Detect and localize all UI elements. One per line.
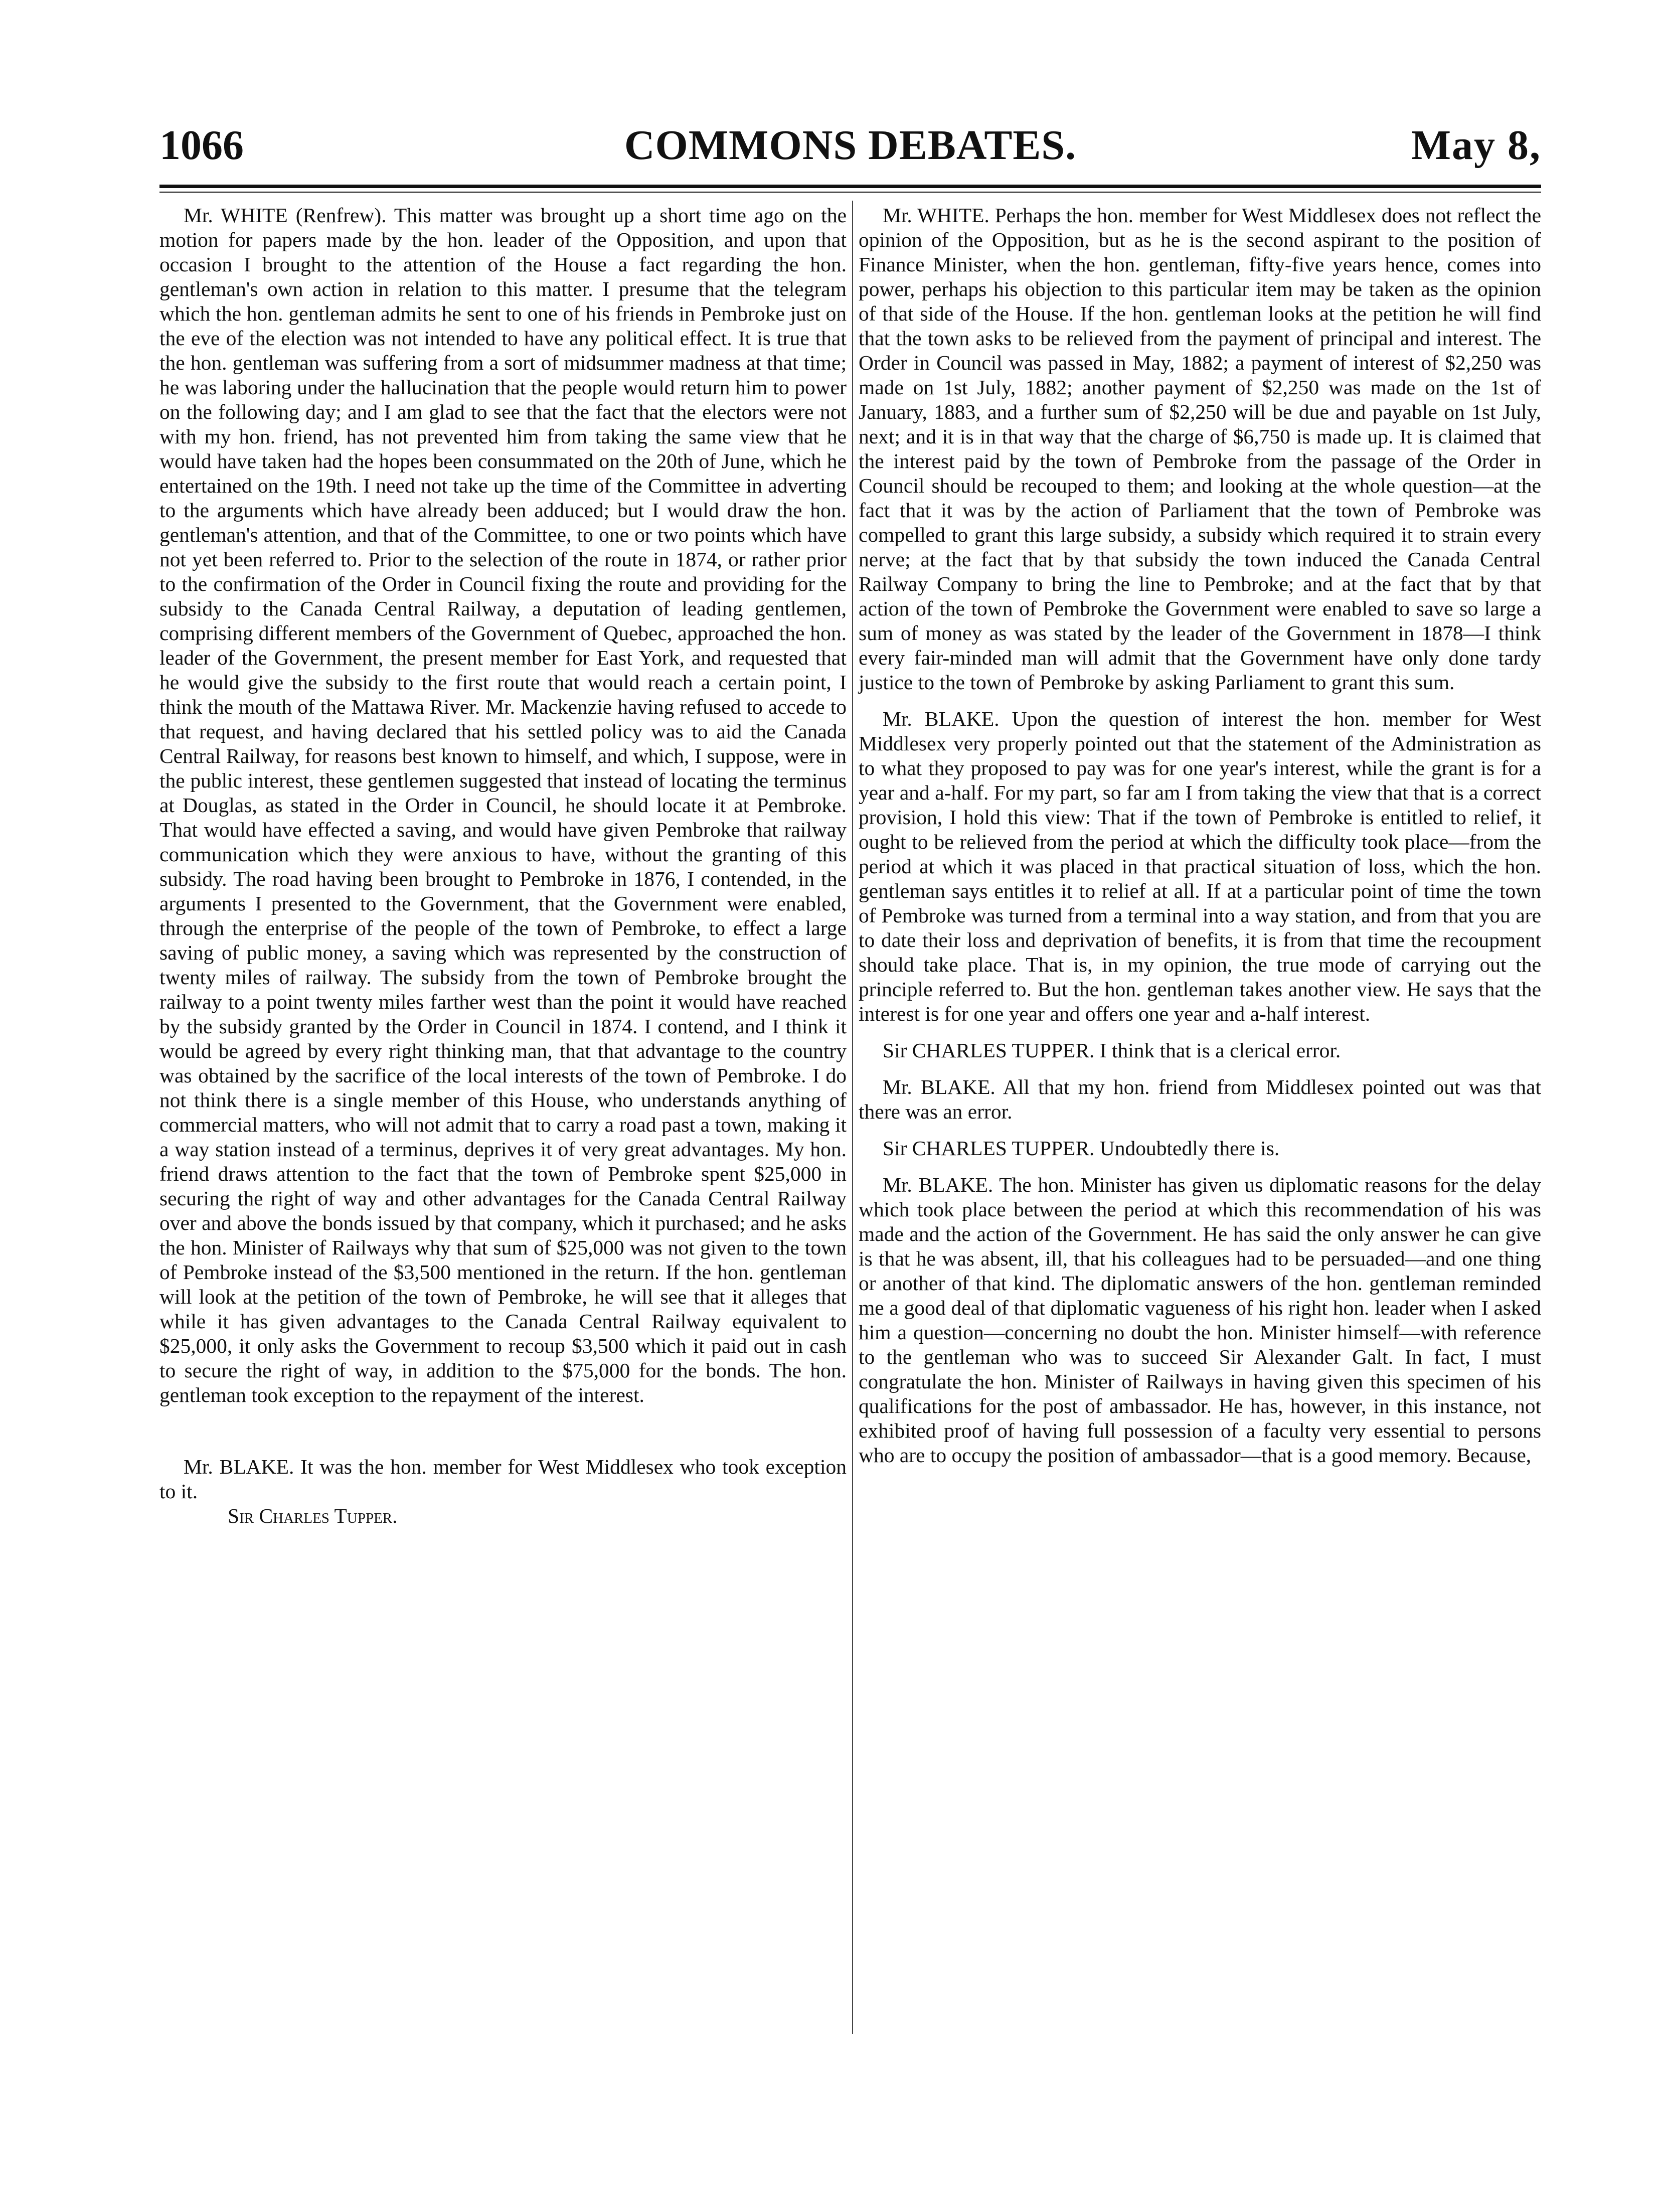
- column-divider: [852, 201, 853, 2034]
- paragraph-tupper-clerical: Sir CHARLES TUPPER. I think that is a clerical error.: [883, 1039, 1341, 1062]
- paragraph-tupper-undoubtedly: Sir CHARLES TUPPER. Undoubtedly there is.: [883, 1137, 1280, 1160]
- paragraph-blake-exception: Mr. BLAKE. It was the hon. member for West Middlesex who took exception to it.: [159, 1455, 847, 1503]
- page-number: 1066: [159, 122, 244, 169]
- paragraph-blake-diplomatic: Mr. BLAKE. The hon. Minister has given us diplomatic reasons for the delay which took place between the period at which this recommendation of his was made and the action of the Government. He has said the only answer he can give is that he was absent, ill, that his colleagues had to be persuaded—and one thing or another of that kind. The diplomatic answers of the hon. gentleman reminded me a good deal of that diplomatic vagueness of his right hon. leader when I asked him a question—concerning no doubt the hon. Minister himself—with reference to the gentleman who was to succeed Sir Alexander Galt. In fact, I must congratulate the hon. Minister of Railways in having given this specimen of his qualifications for the post of ambassador. He has, however, in this instance, not exhibited proof of having full possession of a faculty very essential to persons who are to occupy the position of ambassador—that is a good memory. Because,: [859, 1173, 1541, 1467]
- paragraph-blake-error: Mr. BLAKE. All that my hon. friend from Middlesex pointed out was that there was an error.: [859, 1075, 1541, 1123]
- paragraph-white-renfrew: Mr. WHITE (Renfrew). This matter was brought up a short time ago on the motion for papers made by the hon. leader of the Opposition, and upon that occasion I brought to the attention of the House a fact regarding the hon. gentleman's own action in relation to this matter. I presume that the telegram which the hon. gentleman admits he sent to one of his friends in Pembroke just on the eve of the election was not intended to have any political effect. It is true that the hon. gentleman was suffering from a sort of midsummer madness at that time; he was laboring under the hallucination that the people would return him to power on the following day; and I am glad to see that the fact that the electors were not with my hon. friend, has not prevented him from taking the same view that he would have taken had the hopes been consummated on the 20th of June, which he entertained on the 19th. I need not take up the time of the Committee in adverting to the arguments which have already been adduced; but I would draw the hon. gentleman's attention, and that of the Committee, to one or two points which have not yet been referred to. Prior to the selection of the route in 1874, or rather prior to the confirmation of the Order in Council fixing the route and providing for the subsidy to the Canada Central Railway, a deputation of leading gentlemen, comprising different members of the Government of Quebec, approached the hon. leader of the Government, the present member for East York, and requested that he would give the subsidy to the first route that would reach a certain point, I think the mouth of the Mattawa River. Mr. Mackenzie having refused to accede to that request, and having declared that his settled policy was to aid the Canada Central Railway, for reasons best known to himself, and which, I suppose, were in the public interest, these gentlemen suggested that instead of locating the terminus at Douglas, as stated in the Order in Council, he should locate it at Pembroke. That would have effected a saving, and would have given Pembroke that railway communication which they were anxious to have, without the granting of this subsidy. The road having been brought to Pembroke in 1876, I contended, in the arguments I presented to the Government, that the Government were enabled, through the enterprise of the people of the town of Pembroke, to effect a large saving of public money, a saving which was represented by the construction of twenty miles of railway. The subsidy from the town of Pembroke brought the railway to a point twenty miles farther west than the point it would have reached by the subsidy granted by the Order in Council in 1874. I contend, and I think it would be agreed by every right thinking man, that that advantage to the country was obtained by the sacrifice of the local interests of the town of Pembroke. I do not think there is a single member of this House, who understands anything of commercial matters, who will not admit that to carry a road past a town, making it a way station instead of a terminus, deprives it of very great advantages. My hon. friend draws attention to the fact that the town of Pembroke spent $25,000 in securing the right of way and other advantages for the Canada Central Railway over and above the bonds issued by that company, which it purchased; and he asks the hon. Minister of Railways why that sum of $25,000 was not given to the town of Pembroke instead of the $3,500 mentioned in the return. If the hon. gentleman will look at the petition of the town of Pembroke, he will see that it alleges that while it has given advantages to the Canada Central Railway equivalent to $25,000, it only asks the Government to recoup $3,500 which it paid out in cash to secure the right of way, in addition to the $75,000 for the bonds. The hon. gentleman took exception to the repayment of the interest.: [159, 204, 847, 1406]
- speaker-attribution: Sir Charles Tupper.: [228, 1504, 398, 1527]
- page-date: May 8,: [1411, 122, 1541, 169]
- right-column: [859, 203, 1541, 1480]
- publication-title: COMMONS DEBATES.: [624, 122, 1077, 169]
- header-rule-thin: [159, 192, 1541, 193]
- left-column: [159, 203, 847, 1540]
- paragraph-blake-interest: Mr. BLAKE. Upon the question of interest the hon. member for West Middlesex very properly pointed out that the statement of the Administration as to what they proposed to pay was for one year's interest, while the grant is for a year and a-half. For my part, so far am I from taking the view that that is a correct provision, I hold this view: That if the town of Pembroke is entitled to relief, it ought to be relieved from the period at which the difficulty took place—from the period at which it was placed in that practical situation of loss, which the hon. gentleman says entitles it to relief at all. If at a particular point of time the town of Pembroke was turned from a terminal into a way station, and from that you are to date their loss and deprivation of benefits, it is from that time the recoupment should take place. That is, in my opinion, the true mode of carrying out the principle referred to. But the hon. gentleman takes another view. He says that the interest is for one year and offers one year and a-half interest.: [859, 707, 1541, 1025]
- header-rule-thick: [159, 185, 1541, 188]
- paragraph-gap: [159, 1419, 847, 1455]
- paragraph-white-reply: Mr. WHITE. Perhaps the hon. member for West Middlesex does not reflect the opinion of the Opposition, but as he is the second aspirant to the position of Finance Minister, when the hon. gentleman, fifty-five years hence, comes into power, perhaps his objection to this particular item may be taken as the opinion of that side of the House. If the hon. gentleman looks at the petition he will find that the town asks to be relieved from the payment of principal and interest. The Order in Council was passed in May, 1882; a payment of interest of $2,250 was made on 1st July, 1882; another payment of $2,250 was made on the 1st of January, 1883, and a further sum of $2,250 will be due and payable on 1st July, next; and it is in that way that the charge of $6,750 is made up. It is claimed that the interest paid by the town of Pembroke from the passage of the Order in Council should be recouped to them; and looking at the whole question—at the fact that it was by the action of Parliament that the town of Pembroke was compelled to grant this large subsidy, a subsidy which required it to strain every nerve; at the fact that by that subsidy the town induced the Canada Central Railway Company to bring the line to Pembroke; and at the fact that by that action of the town of Pembroke the Government were enabled to save so large a sum of money as was stated by the leader of the Government in 1878—I think every fair-minded man will admit that the Government have only done tardy justice to the town of Pembroke by asking Parliament to grant this sum.: [859, 204, 1541, 694]
- running-header: [159, 118, 1541, 173]
